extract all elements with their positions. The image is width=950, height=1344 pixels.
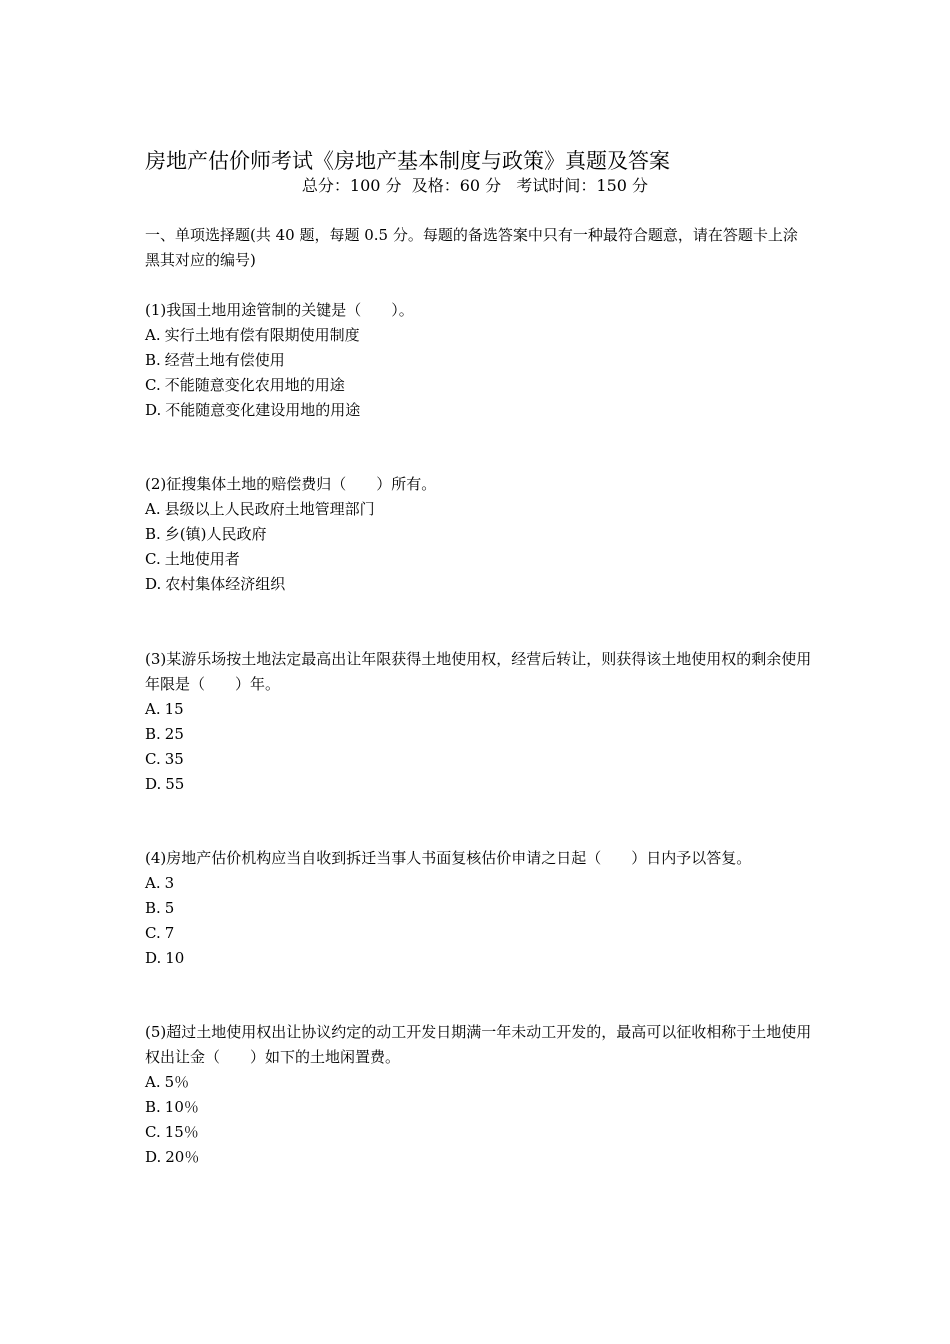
option-letter: C. xyxy=(145,924,161,942)
option-text: 20％ xyxy=(165,1148,200,1166)
option-letter: A. xyxy=(145,500,161,518)
option-text: 经营土地有偿使用 xyxy=(164,351,285,369)
option-text: 乡(镇)人民政府 xyxy=(164,525,267,543)
option-text: 不能随意变化建设用地的用途 xyxy=(165,401,361,419)
option-d xyxy=(145,398,815,423)
option-a xyxy=(145,871,815,896)
option-c xyxy=(145,747,815,772)
option-b xyxy=(145,722,815,747)
option-a xyxy=(145,1070,815,1095)
option-text: 县级以上人民政府土地管理部门 xyxy=(164,500,375,518)
option-text: 15 xyxy=(164,700,184,718)
option-letter: D. xyxy=(145,949,162,967)
question-stem: (2)征搜集体土地的赔偿费归（ ）所有。 xyxy=(145,475,437,493)
option-text: 25 xyxy=(164,725,184,743)
section-heading: 一、单项选择题(共 40 题，每题 0.5 分。每题的备选答案中只有一种最符合题意，请在答题卡上涂黑其对应的编号) xyxy=(145,226,798,269)
option-letter: C. xyxy=(145,376,161,394)
option-letter: C. xyxy=(145,550,161,568)
exam-info: 总分：100 分 及格：60 分 考试时间：150 分 xyxy=(301,176,649,195)
option-letter: B. xyxy=(145,351,161,369)
option-d xyxy=(145,772,815,797)
option-b xyxy=(145,896,815,921)
question-stem: (5)超过土地使用权出让协议约定的动工开发日期满一年未动工开发的，最高可以征收相称于土地使用权出让金（ ）如下的土地闲置费。 xyxy=(145,1023,812,1066)
option-text: 15％ xyxy=(164,1123,199,1141)
option-c xyxy=(145,373,815,398)
option-letter: A. xyxy=(145,1073,161,1091)
option-letter: C. xyxy=(145,750,161,768)
option-letter: A. xyxy=(145,874,161,892)
option-text: 土地使用者 xyxy=(164,550,240,568)
option-d xyxy=(145,946,815,971)
option-letter: B. xyxy=(145,725,161,743)
option-a xyxy=(145,497,815,522)
option-c xyxy=(145,921,815,946)
option-text: 55 xyxy=(165,775,185,793)
option-text: 35 xyxy=(164,750,184,768)
option-c xyxy=(145,1120,815,1145)
option-letter: B. xyxy=(145,525,161,543)
document-title: 房地产估价师考试《房地产基本制度与政策》真题及答案 xyxy=(145,149,670,173)
option-text: 10 xyxy=(165,949,185,967)
question-3 xyxy=(145,647,815,797)
option-text: 5 xyxy=(164,899,175,917)
option-letter: D. xyxy=(145,775,162,793)
option-b xyxy=(145,522,815,547)
option-letter: C. xyxy=(145,1123,161,1141)
option-text: 不能随意变化农用地的用途 xyxy=(164,376,345,394)
option-b xyxy=(145,348,815,373)
option-text: 实行土地有偿有限期使用制度 xyxy=(164,326,360,344)
option-text: 7 xyxy=(164,924,175,942)
question-stem: (3)某游乐场按土地法定最高出让年限获得土地使用权，经营后转让，则获得该土地使用权的剩余使用年限是（ ）年。 xyxy=(145,650,812,693)
option-d xyxy=(145,572,815,597)
option-letter: B. xyxy=(145,1098,161,1116)
option-text: 3 xyxy=(164,874,175,892)
question-stem: (1)我国土地用途管制的关键是（ ）。 xyxy=(145,301,414,319)
option-a xyxy=(145,697,815,722)
option-letter: D. xyxy=(145,401,162,419)
option-letter: D. xyxy=(145,575,162,593)
question-5 xyxy=(145,1020,815,1170)
option-c xyxy=(145,547,815,572)
option-d xyxy=(145,1145,815,1170)
option-text: 10％ xyxy=(164,1098,199,1116)
question-1 xyxy=(145,298,815,423)
option-letter: B. xyxy=(145,899,161,917)
question-2 xyxy=(145,472,815,597)
option-a xyxy=(145,323,815,348)
option-text: 农村集体经济组织 xyxy=(165,575,286,593)
option-letter: D. xyxy=(145,1148,162,1166)
question-stem: (4)房地产估价机构应当自收到拆迁当事人书面复核估价申请之日起（ ）日内予以答复。 xyxy=(145,849,752,867)
option-letter: A. xyxy=(145,700,161,718)
question-4 xyxy=(145,846,815,971)
option-b xyxy=(145,1095,815,1120)
option-text: 5％ xyxy=(164,1073,190,1091)
option-letter: A. xyxy=(145,326,161,344)
